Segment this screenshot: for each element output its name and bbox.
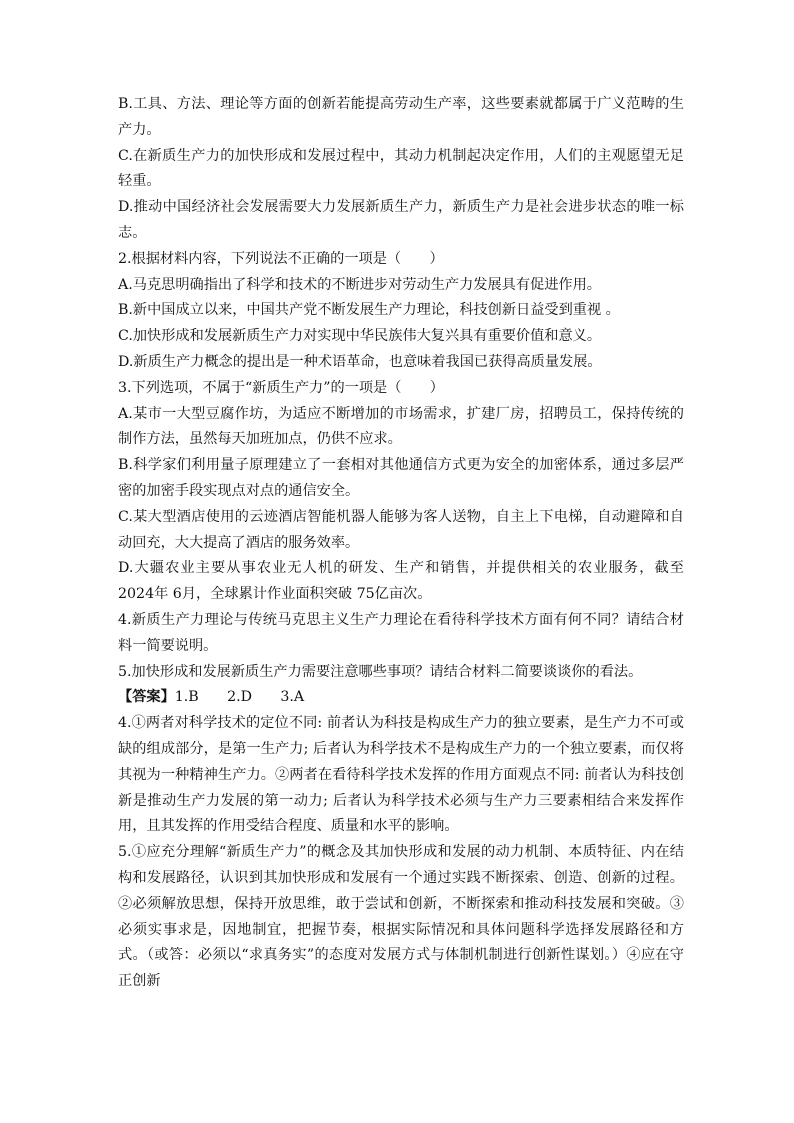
answer-items: 1.B 2.D 3.A bbox=[174, 689, 305, 706]
q2-option-d: D.新质生产力概念的提出是一种术语革命，也意味着我国已获得高质量发展。 bbox=[118, 353, 602, 370]
q3-option-d: D.大疆农业主要从事农业无人机的研发、生产和销售，并提供相关的农业服务，截至 2024年 6月，全球累计作业面积突破 75亿亩次。 bbox=[118, 560, 684, 603]
q3-stem: 3.下列选项，不属于“新质生产力”的一项是（ ） bbox=[118, 379, 444, 396]
answer-5: 5.①应充分理解“新质生产力”的概念及其加快形成和发展的动力机制、本质特征、内在结构和发展路径，认识到其加快形成和发展有一个通过实践不断探索、创造、创新的过程。②必须解放思想，保持开放思维，敢于尝试和创新，不断探索和推动科技发展和突破。③必须实事求是，因地制宜，把握节奏，根据实际情况和具体问题科学选择发展路径和方式。（或答：必须以“求真务实”的态度对发展方式与体制机制进行创新性谋划。）④应在守正创新 bbox=[118, 844, 684, 990]
q1-option-c: C.在新质生产力的加快形成和发展过程中，其动力机制起决定作用，人们的主观愿望无足轻重。 bbox=[118, 147, 684, 190]
answer-key bbox=[118, 685, 684, 711]
answer-4: 4.①两者对科学技术的定位不同: 前者认为科技是构成生产力的独立要素，是生产力不可或缺的组成部分，是第一生产力; 后者认为科学技术不是构成生产力的一个独立要素，而仅将其视为一种精神生产力。②两者在看待科学技术发挥的作用方面观点不同: 前者认为科技创新是推动生产力发展的第一动力; 后者认为科学技术必须与生产力三要素相结合来发挥作用，且其发挥的作用受结合程度、质量和水平的影响。 bbox=[118, 715, 684, 835]
q2-option-b: B.新中国成立以来，中国共产党不断发展生产力理论，科技创新日益受到重视 。 bbox=[118, 302, 620, 319]
q2-stem: 2.根据材料内容，下列说法不正确的一项是（ ） bbox=[118, 250, 444, 267]
q1-option-d: D.推动中国经济社会发展需要大力发展新质生产力，新质生产力是社会进步状态的唯一标志。 bbox=[118, 199, 684, 241]
document-page bbox=[118, 92, 684, 995]
q5-question: 5.加快形成和发展新质生产力需要注意哪些事项？请结合材料二简要谈谈你的看法。 bbox=[118, 663, 643, 680]
q3-option-c: C.某大型酒店使用的云迹酒店智能机器人能够为客人送物，自主上下电梯，自动避障和自动回充，大大提高了酒店的服务效率。 bbox=[118, 508, 684, 551]
answer-label: 【答案】 bbox=[118, 689, 175, 706]
q2-option-c: C.加快形成和发展新质生产力对实现中华民族伟大复兴具有重要价值和意义。 bbox=[118, 328, 602, 345]
q4-question: 4.新质生产力理论与传统马克思主义生产力理论在看待科学技术方面有何不同？请结合材料一简要说明。 bbox=[118, 611, 684, 654]
q3-option-b: B.科学家们利用量子原理建立了一套相对其他通信方式更为安全的加密体系，通过多层严密的加密手段实现点对点的通信安全。 bbox=[118, 457, 684, 499]
q1-option-b: B.工具、方法、理论等方面的创新若能提高劳动生产率，这些要素就都属于广义范畴的生产力。 bbox=[118, 96, 684, 138]
q2-option-a: A.马克思明确指出了科学和技术的不断进步对劳动生产力发展具有促进作用。 bbox=[118, 276, 601, 293]
q3-option-a: A.某市一大型豆腐作坊，为适应不断增加的市场需求，扩建厂房，招聘员工，保持传统的制作方法，虽然每天加班加点，仍供不应求。 bbox=[118, 405, 684, 448]
